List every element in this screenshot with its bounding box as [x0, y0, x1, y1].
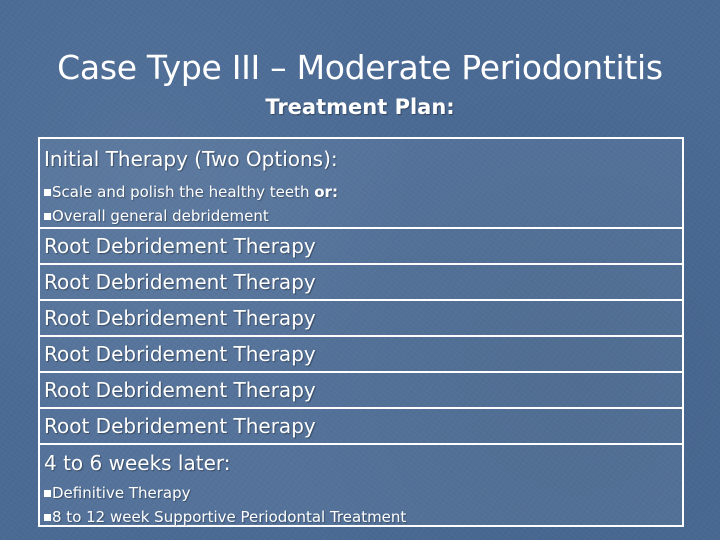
list-item	[44, 481, 682, 505]
list-item	[44, 180, 682, 204]
list-item-emphasis: or:	[314, 183, 338, 201]
table-row-root-debridement	[40, 337, 682, 373]
table-row-root-debridement	[40, 373, 682, 409]
table-row-initial-therapy	[40, 139, 682, 229]
list-item-text: Scale and polish the healthy teeth	[52, 183, 315, 201]
treatment-plan-table	[38, 137, 684, 527]
list-item-text: Definitive Therapy	[52, 484, 191, 502]
table-row-root-debridement	[40, 409, 682, 445]
row-heading: 4 to 6 weeks later:	[44, 451, 231, 475]
row-heading: Initial Therapy (Two Options):	[44, 147, 338, 171]
row-heading: Root Debridement Therapy	[44, 234, 316, 258]
square-bullet-icon	[44, 490, 51, 497]
list-item-text: Overall general debridement	[52, 207, 269, 225]
table-row-root-debridement	[40, 265, 682, 301]
square-bullet-icon	[44, 514, 51, 521]
row-heading: Root Debridement Therapy	[44, 306, 316, 330]
slide-title: Case Type III – Moderate Periodontitis	[57, 48, 663, 87]
table-row-root-debridement	[40, 301, 682, 337]
list-item	[44, 505, 682, 529]
row-heading: Root Debridement Therapy	[44, 270, 316, 294]
square-bullet-icon	[44, 189, 51, 196]
table-row-root-debridement	[40, 229, 682, 265]
table-row-follow-up	[40, 445, 682, 525]
square-bullet-icon	[44, 213, 51, 220]
list-item-text: 8 to 12 week Supportive Periodontal Treatment	[52, 508, 407, 526]
list-item	[44, 204, 682, 228]
row-heading: Root Debridement Therapy	[44, 342, 316, 366]
row-heading: Root Debridement Therapy	[44, 414, 316, 438]
row-heading: Root Debridement Therapy	[44, 378, 316, 402]
slide-subtitle: Treatment Plan:	[265, 95, 455, 119]
